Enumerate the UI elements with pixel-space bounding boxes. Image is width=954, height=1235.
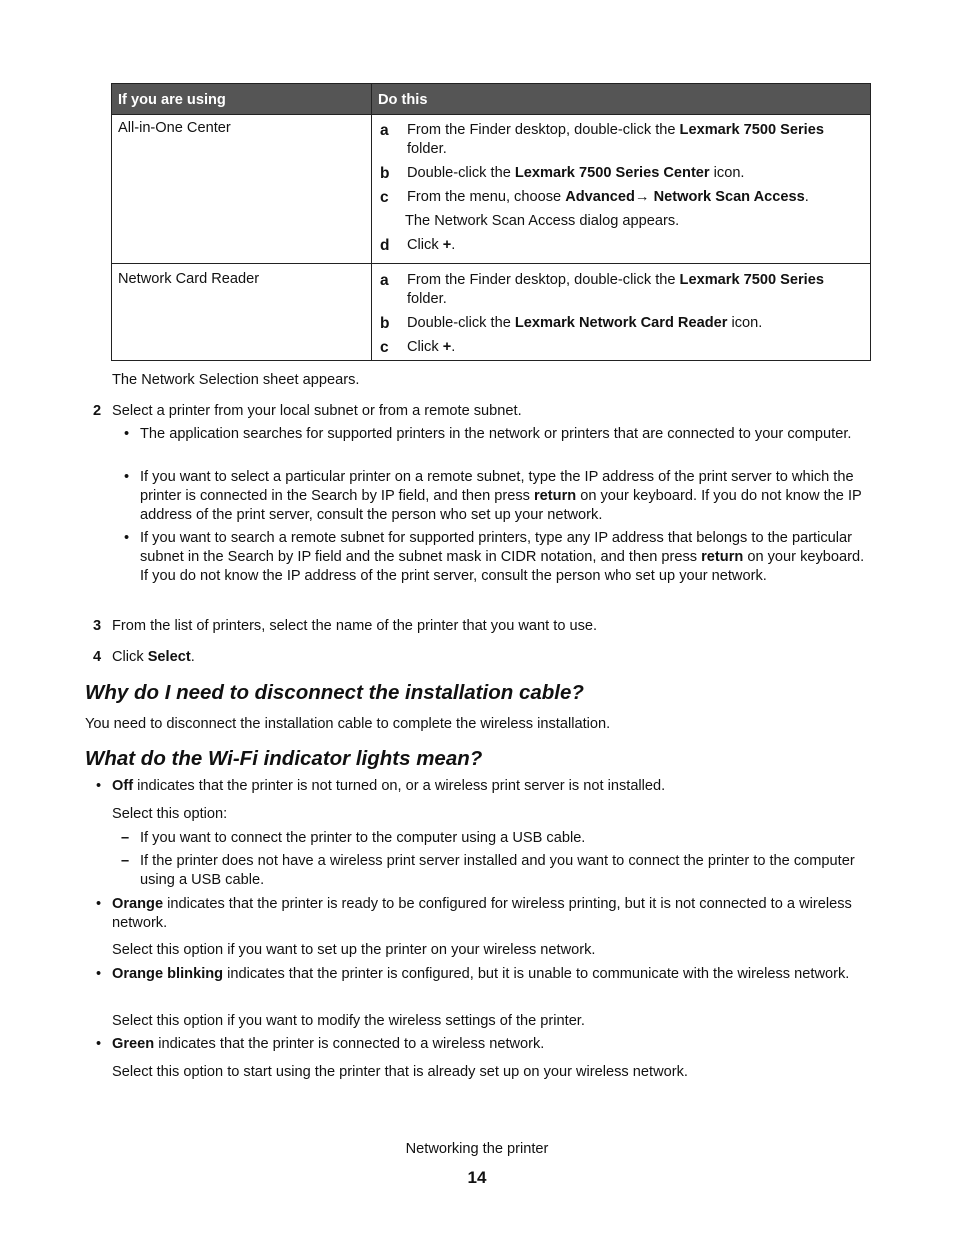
bullet-text: If you want to select a particular printer on a remote subnet, type the IP address of the print server to which the printer is connected in the Search by IP field, and then press return on your keyboard. If you do not know the IP address of the print server, consult the person who set up your network. [140,469,862,523]
bullet-item [124,529,874,586]
table-cell-using: Network Card Reader [112,264,372,361]
step-number: 3 [93,618,102,634]
substep-letter: d [380,237,390,254]
table-substep [378,236,864,255]
substep-text: Click +. [407,237,456,253]
table-cell-steps [372,115,871,264]
step-number: 2 [93,403,102,419]
bullet-item [96,965,876,984]
bullet-icon: • [96,896,102,912]
substep-letter: a [380,272,389,289]
table-cell-using: All-in-One Center [112,115,372,264]
table-cell-steps [372,264,871,361]
bullet-text: If you want to search a remote subnet for supported printers, type any IP address that belongs to the particular subnet in the Search by IP field and the subnet mask in CIDR notation, and then press return on your keyboard. If you do not know the IP address of the print server, consult the person who set up your network. [140,530,865,584]
bullet-icon: • [96,966,102,982]
bullet-item [96,1035,876,1054]
table-substep [378,271,864,309]
substep-letter: c [380,189,389,206]
table-substep [378,121,864,159]
dash-icon: – [121,830,130,846]
step-text: From the list of printers, select the name of the printer that you want to use. [112,618,598,634]
table-row [112,264,871,361]
substep-text: Click +. [407,339,456,355]
table-substep [378,338,864,357]
bullet-icon: • [96,1036,102,1052]
bullet-text: Off indicates that the printer is not turned on, or a wireless print server is not installed. [112,778,666,794]
dash-icon: – [121,853,130,869]
footer-title: Networking the printer [405,1141,549,1157]
substep-letter: b [380,165,390,182]
bullet-text: The application searches for supported printers in the network or printers that are connected to your computer. [140,426,852,442]
substep-text: Double-click the Lexmark 7500 Series Center icon. [407,165,745,181]
dash-text: If you want to connect the printer to the computer using a USB cable. [140,830,586,846]
step-text: Select a printer from your local subnet or from a remote subnet. [112,403,522,419]
substep-letter: c [380,339,389,356]
substep-note: The Network Scan Access dialog appears. [405,213,680,229]
step-item [93,402,873,421]
section-heading: Why do I need to disconnect the installation cable? [85,681,584,704]
dash-item [121,852,876,890]
option-text: Select this option to start using the printer that is already set up on your wireless network. [112,1064,688,1080]
page-number: 14 [467,1168,487,1187]
dash-item [121,829,876,848]
bullet-icon: • [124,426,130,442]
step-number: 4 [93,649,102,665]
section-text: You need to disconnect the installation cable to complete the wireless installation. [85,716,611,732]
bullet-text: Green indicates that the printer is connected to a wireless network. [112,1036,545,1052]
table-substep [378,314,864,333]
table-result-text: The Network Selection sheet appears. [112,372,360,388]
column-header-using: If you are using [112,84,372,115]
option-text: Select this option if you want to modify the wireless settings of the printer. [112,1013,585,1029]
substep-text: From the menu, choose Advanced→ Network Scan Access. [407,189,809,205]
substep-text: From the Finder desktop, double-click the Lexmark 7500 Series folder. [407,122,824,157]
bullet-item [124,468,874,525]
table-header-row [112,84,871,115]
option-text: Select this option if you want to set up the printer on your wireless network. [112,942,596,958]
substep-text: From the Finder desktop, double-click the Lexmark 7500 Series folder. [407,272,824,307]
bullet-item [124,425,874,444]
dash-text: If the printer does not have a wireless print server installed and you want to connect the printer to the computer using a USB cable. [140,853,855,888]
step-item [93,648,873,667]
table-row [112,115,871,264]
bullet-icon: • [124,469,130,485]
bullet-item [96,895,876,933]
table-substep [378,164,864,183]
bullet-icon: • [96,778,102,794]
bullet-text: Orange blinking indicates that the printer is configured, but it is unable to communicate with the wireless network. [112,966,850,982]
step-item [93,617,873,636]
section-heading: What do the Wi-Fi indicator lights mean? [85,747,483,770]
step-text: Click Select. [112,649,195,665]
column-header-do-this: Do this [372,84,871,115]
bullet-icon: • [124,530,130,546]
bullet-item [96,777,876,796]
table-substep [378,188,864,207]
substep-letter: a [380,122,389,139]
option-text: Select this option: [112,806,228,822]
substep-text: Double-click the Lexmark Network Card Reader icon. [407,315,763,331]
substep-letter: b [380,315,390,332]
instructions-table [111,83,871,361]
bullet-text: Orange indicates that the printer is ready to be configured for wireless printing, but it is not connected to a wireless network. [112,896,852,931]
